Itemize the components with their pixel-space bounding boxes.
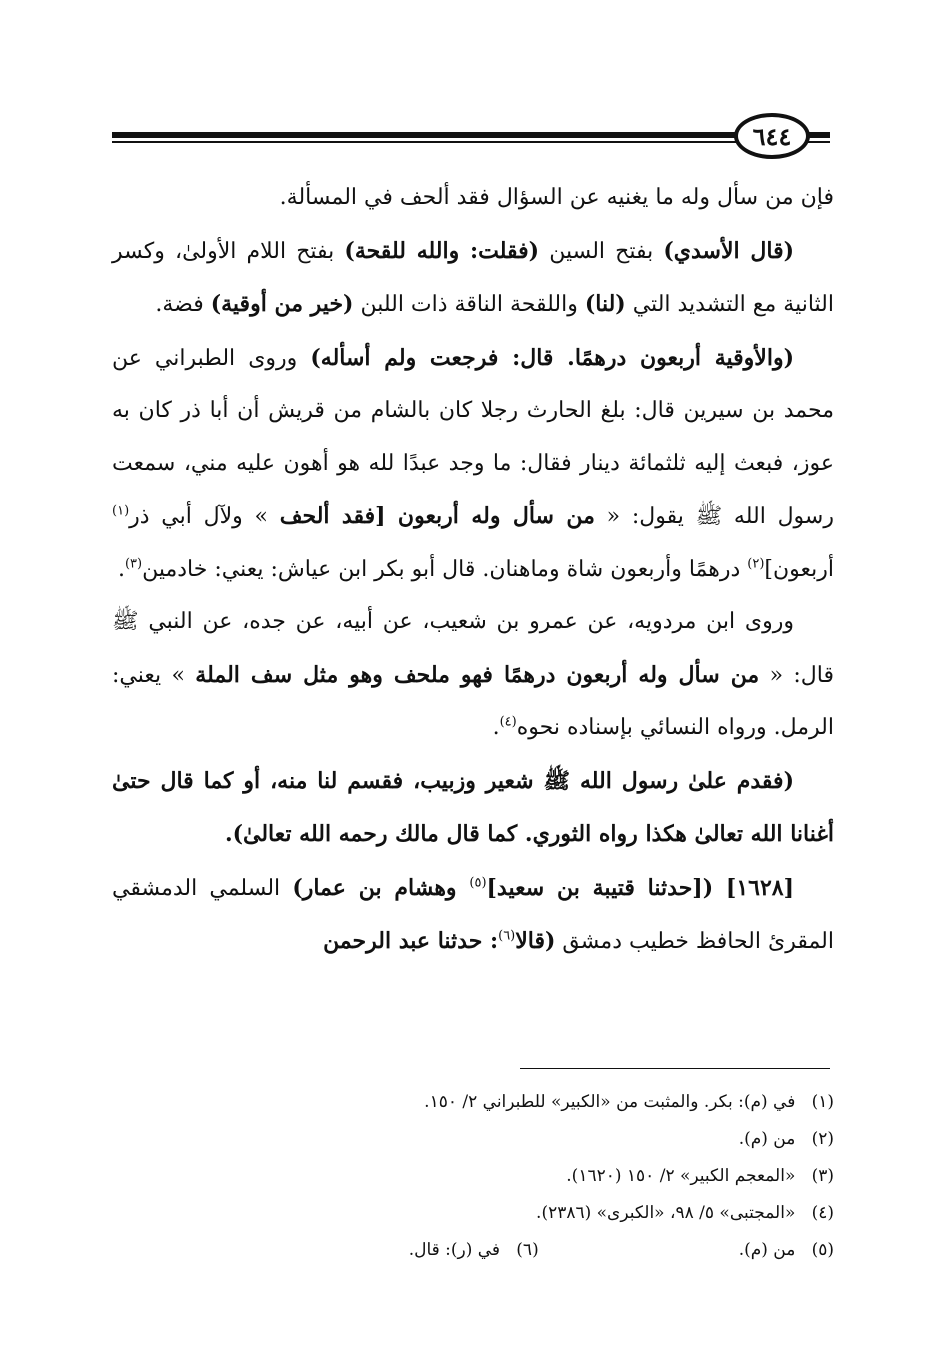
header-rule-thick	[112, 132, 830, 138]
footnote-text: في (م): بكر. والمثبت من «الكبير» للطبراني ٢/ ١٥٠.	[424, 1092, 796, 1112]
text-run: وروى الطبراني عن محمد بن سيرين قال: بلغ الحارث رجلا كان بالشام من قريش أن أبا ذر كان به عوز، فبعث إليه ثلثمائة دينار فقال: ما وجد عبدًا لله هو أهون عليه مني، سمعت رسول الله ﷺ يقول: «	[112, 345, 834, 529]
page-number: ٦٤٤	[752, 121, 792, 151]
page-number-badge	[734, 113, 810, 159]
footnote-ref: (٥)	[469, 875, 487, 891]
footnote-3	[112, 1158, 834, 1195]
bold-text: (والأوقية أربعون درهمًا. قال: فرجعت ولم أسأله)	[310, 344, 794, 371]
text-run: واللقحة الناقة ذات اللبن	[353, 292, 585, 317]
text-run: فضة.	[155, 292, 211, 317]
text-run: بفتح السين	[539, 238, 664, 264]
footnote-6	[409, 1232, 539, 1269]
text-run: .	[117, 556, 125, 582]
paragraph	[112, 332, 834, 597]
text-run: .	[492, 715, 500, 740]
footnote-ref: (٤)	[499, 714, 517, 730]
header-rule-thin	[112, 141, 830, 143]
text-run: » يعني: الرمل. ورواه النسائي بإسناده نحوه	[112, 662, 834, 740]
footnote-ref: (٢)	[747, 556, 765, 572]
bold-text: (خير من أوقية)	[210, 291, 354, 317]
footnote-text: «المعجم الكبير» ٢/ ١٥٠ (١٦٢٠).	[566, 1166, 796, 1186]
text-run: فإن من سأل وله ما يغنيه عن السؤال فقد ألحف في المسألة.	[279, 185, 834, 210]
bold-text: (قالا	[515, 928, 556, 954]
paragraph	[112, 862, 834, 969]
footnote-5	[739, 1232, 834, 1269]
bold-text: وهشام بن عمار)	[292, 874, 470, 901]
paragraph	[112, 172, 834, 225]
footnote-text: من (م).	[738, 1129, 796, 1149]
footnote-text: في (ر): قال.	[408, 1240, 501, 1260]
paragraph	[112, 225, 834, 332]
text-run: درهمًا وأربعون شاة وماهنان. قال أبو بكر ابن عياش: يعني: خادمين	[142, 556, 748, 582]
footnote-text: «المجتبى» ٥/ ٩٨، «الكبرى» (٢٣٨٦).	[536, 1203, 796, 1223]
footnote-2	[112, 1121, 834, 1158]
page-header	[112, 110, 830, 162]
bold-text: (فقلت: والله للقحة)	[344, 237, 540, 264]
footnote-1	[112, 1084, 834, 1121]
footnote-number: (٤)	[811, 1203, 834, 1223]
footnotes	[112, 1084, 834, 1269]
footnote-ref: (٦)	[498, 928, 516, 944]
paragraph	[112, 596, 834, 755]
bold-text: (قال الأسدي)	[663, 237, 795, 264]
text-run: وروى ابن مردويه، عن عمرو بن شعيب، عن أبيه، عن جده، عن النبي ﷺ قال: «	[112, 609, 835, 688]
bold-text: من سأل وله أربعون درهمًا فهو ملحف وهو مثل سف الملة	[195, 661, 760, 688]
footnote-separator	[520, 1068, 830, 1069]
bold-text: : حدثنا عبد الرحمن	[323, 928, 499, 954]
text-run: السلمي الدمشقي المقرئ الحافظ خطيب دمشق	[112, 875, 834, 954]
text-run: أربعون]	[764, 556, 834, 582]
footnote-number: (١)	[811, 1092, 834, 1112]
footnote-text: من (م).	[738, 1240, 796, 1260]
footnote-row-5-6	[112, 1232, 834, 1269]
footnote-number: (٢)	[811, 1129, 834, 1149]
main-text	[112, 172, 834, 969]
paragraph	[112, 755, 834, 862]
footnote-number: (٦)	[516, 1240, 539, 1260]
footnote-4	[112, 1195, 834, 1232]
footnote-ref: (٣)	[124, 556, 143, 572]
footnote-number: (٥)	[811, 1240, 834, 1260]
text-run: » ولآل أبي ذر	[129, 504, 280, 529]
bold-text: من سأل وله أربعون [فقد ألحف	[279, 503, 595, 529]
bold-text: [١٦٢٨] ([حدثنا قتيبة بن سعيد]	[486, 874, 795, 901]
footnote-number: (٣)	[811, 1166, 834, 1186]
footnote-ref: (١)	[112, 503, 130, 519]
text-run: بفتح اللام الأولىٰ، وكسر الثانية مع التشديد التي	[112, 238, 834, 317]
bold-text: (فقدم علىٰ رسول الله ﷺ شعير وزبيب، فقسم لنا منه، أو كما قال حتىٰ أغنانا الله تعالىٰ هكذا رواه الثوري. كما قال مالك رحمه الله تعالىٰ).	[112, 767, 834, 847]
bold-text: (لنا)	[584, 291, 626, 317]
